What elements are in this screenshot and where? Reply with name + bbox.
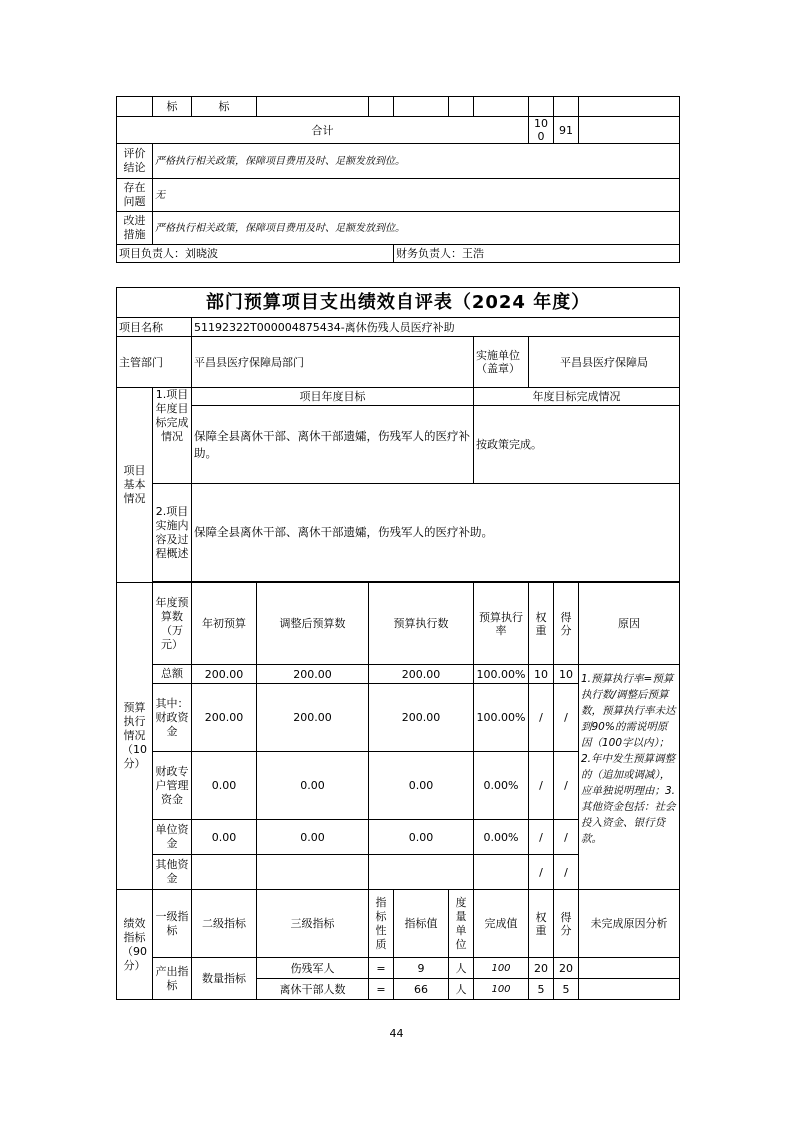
budget-header-rate: 预算执行率 — [474, 583, 529, 665]
goal-done-header: 年度目标完成情况 — [474, 388, 680, 406]
header-cell: 标 — [153, 97, 192, 117]
budget-executed: 200.00 — [369, 665, 474, 684]
budget-rate: 100.00% — [474, 684, 529, 752]
budget-section-label: 预算执行情况（10分） — [117, 583, 153, 890]
budget-adjusted: 0.00 — [257, 752, 369, 820]
department-row — [117, 337, 680, 388]
budget-weight: 10 — [529, 665, 554, 684]
budget-weight: / — [529, 855, 554, 890]
perf-weight: 5 — [529, 979, 554, 1000]
budget-row-label: 其中：财政资金 — [153, 684, 192, 752]
perf-header-row — [117, 890, 680, 958]
perf-value: 9 — [394, 958, 449, 979]
budget-score: / — [554, 752, 579, 820]
perf-section-label: 绩效指标（90分） — [117, 890, 153, 1000]
problems-label: 存在问题 — [117, 179, 153, 212]
signature-row — [117, 245, 680, 263]
project-name-row — [117, 318, 680, 337]
impl-unit-value: 平昌县医疗保障局 — [529, 337, 680, 388]
evaluation-text: 严格执行相关政策，保障项目费用及时、足额发放到位。 — [153, 144, 680, 179]
improve-label: 改进措施 — [117, 212, 153, 245]
budget-adjusted — [257, 855, 369, 890]
perf-nature: = — [369, 979, 394, 1000]
perf-value: 66 — [394, 979, 449, 1000]
budget-initial: 0.00 — [192, 820, 257, 855]
budget-header-adjusted: 调整后预算数 — [257, 583, 369, 665]
dept-label: 主管部门 — [117, 337, 192, 388]
budget-score: / — [554, 684, 579, 752]
impl-row — [117, 484, 680, 582]
budget-header-initial: 年初预算 — [192, 583, 257, 665]
perf-header-value: 指标值 — [394, 890, 449, 958]
perf-weight: 20 — [529, 958, 554, 979]
goal-header-row — [117, 388, 680, 406]
perf-header-reason: 未完成原因分析 — [579, 890, 680, 958]
project-leader: 项目负责人：刘晓波 — [117, 245, 394, 263]
impl-text: 保障全县离休干部、离休干部遗孀，伤残军人的医疗补助。 — [192, 484, 680, 582]
perf-score: 5 — [554, 979, 579, 1000]
budget-executed — [369, 855, 474, 890]
impl-unit-label: 实施单位（盖章） — [474, 337, 529, 388]
budget-row-total — [117, 665, 680, 684]
total-label: 合计 — [117, 117, 529, 144]
header-cell: 标 — [192, 97, 257, 117]
budget-initial: 200.00 — [192, 665, 257, 684]
evaluation-summary-table — [116, 96, 680, 263]
budget-row-label: 其他资金 — [153, 855, 192, 890]
budget-header-label: 年度预算数（万元） — [153, 583, 192, 665]
performance-self-evaluation-table — [116, 287, 680, 1000]
budget-reason-text: 1.预算执行率=预算执行数/调整后预算数，预算执行率未达到90%的需说明原因（100字以内）；2.年中发生预算调整的（追加或调减），应单独说明理由；3.其他资金包括：社会投入资金、银行贷款。 — [579, 665, 680, 890]
budget-initial: 0.00 — [192, 752, 257, 820]
budget-weight: / — [529, 752, 554, 820]
perf-score: 20 — [554, 958, 579, 979]
budget-header-executed: 预算执行数 — [369, 583, 474, 665]
total-score: 91 — [554, 117, 579, 144]
perf-header-weight: 权重 — [529, 890, 554, 958]
perf-output-label: 产出指标 — [153, 958, 192, 1000]
budget-score: 10 — [554, 665, 579, 684]
perf-done: 100 — [474, 958, 529, 979]
basic-info-label: 项目基本情况 — [117, 388, 153, 583]
budget-initial: 200.00 — [192, 684, 257, 752]
perf-done: 100 — [474, 979, 529, 1000]
goal-header: 项目年度目标 — [192, 388, 474, 406]
total-row — [117, 117, 680, 144]
perf-header-nature: 指标性质 — [369, 890, 394, 958]
project-name-value: 51192322T000004875434-离休伤残人员医疗补助 — [192, 318, 680, 337]
evaluation-row — [117, 144, 680, 179]
finance-leader: 财务负责人：王浩 — [394, 245, 680, 263]
budget-score: / — [554, 855, 579, 890]
budget-header-row — [117, 583, 680, 665]
goal-done-text: 按政策完成。 — [474, 406, 680, 484]
dept-value: 平昌县医疗保障局部门 — [192, 337, 474, 388]
perf-header-done: 完成值 — [474, 890, 529, 958]
budget-rate: 0.00% — [474, 820, 529, 855]
page-number: 44 — [389, 1027, 404, 1040]
budget-header-reason: 原因 — [579, 583, 680, 665]
perf-row — [117, 958, 680, 979]
perf-header-level2: 二级指标 — [192, 890, 257, 958]
budget-rate: 100.00% — [474, 665, 529, 684]
budget-rate: 0.00% — [474, 752, 529, 820]
budget-initial — [192, 855, 257, 890]
project-name-label: 项目名称 — [117, 318, 192, 337]
improve-row — [117, 212, 680, 245]
perf-quantity-label: 数量指标 — [192, 958, 257, 1000]
budget-executed: 200.00 — [369, 684, 474, 752]
goal-text: 保障全县离休干部、离休干部遗孀，伤残军人的医疗补助。 — [192, 406, 474, 484]
evaluation-label: 评价结论 — [117, 144, 153, 179]
perf-unit: 人 — [449, 958, 474, 979]
perf-header-score: 得分 — [554, 890, 579, 958]
budget-adjusted: 200.00 — [257, 684, 369, 752]
budget-rate — [474, 855, 529, 890]
problems-text: 无 — [153, 179, 680, 212]
budget-header-weight: 权重 — [529, 583, 554, 665]
budget-adjusted: 200.00 — [257, 665, 369, 684]
budget-adjusted: 0.00 — [257, 820, 369, 855]
perf-indicator-name: 伤残军人 — [257, 958, 369, 979]
budget-weight: / — [529, 820, 554, 855]
budget-row-label: 财政专户管理资金 — [153, 752, 192, 820]
budget-row-label: 总额 — [153, 665, 192, 684]
budget-executed: 0.00 — [369, 820, 474, 855]
budget-header-score: 得分 — [554, 583, 579, 665]
problems-row — [117, 179, 680, 212]
perf-header-unit: 度量单位 — [449, 890, 474, 958]
budget-score: / — [554, 820, 579, 855]
perf-indicator-name: 离休干部人数 — [257, 979, 369, 1000]
budget-row-label: 单位资金 — [153, 820, 192, 855]
budget-weight: / — [529, 684, 554, 752]
title-row — [117, 288, 680, 318]
impl-label: 2.项目实施内容及过程概述 — [153, 484, 192, 582]
table-title: 部门预算项目支出绩效自评表（2024 年度） — [117, 288, 680, 318]
budget-executed: 0.00 — [369, 752, 474, 820]
goal-content-row — [117, 406, 680, 484]
perf-nature: = — [369, 958, 394, 979]
perf-header-level3: 三级指标 — [257, 890, 369, 958]
improve-text: 严格执行相关政策，保障项目费用及时、足额发放到位。 — [153, 212, 680, 245]
perf-header-level1: 一级指标 — [153, 890, 192, 958]
goal-label: 1.项目年度目标完成情况 — [153, 388, 192, 484]
perf-unit: 人 — [449, 979, 474, 1000]
header-continuation-row — [117, 97, 680, 117]
total-weight: 100 — [529, 117, 554, 144]
